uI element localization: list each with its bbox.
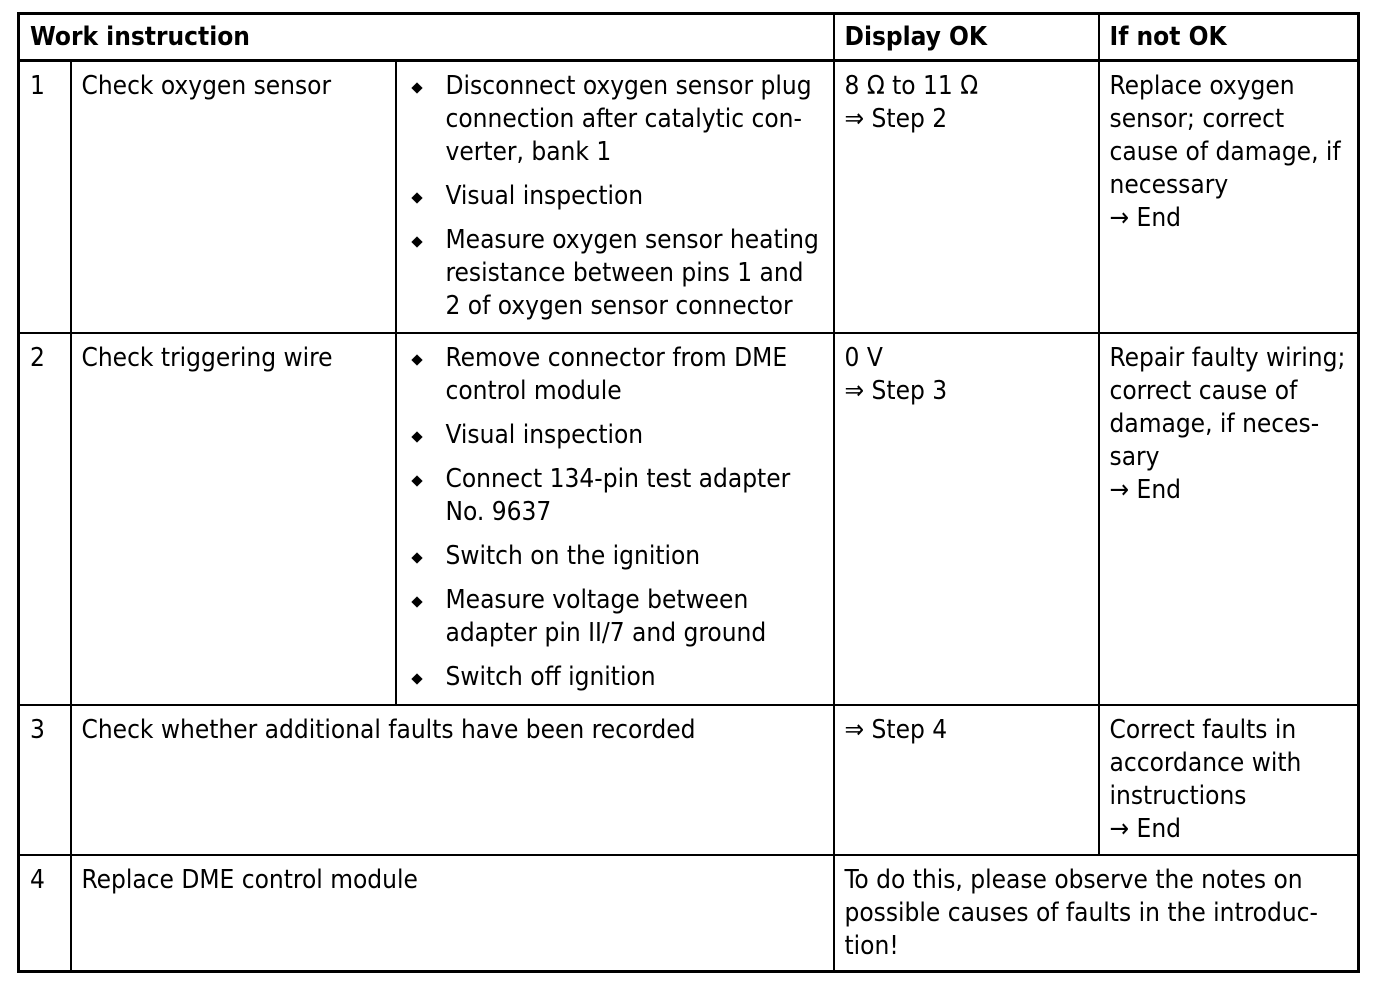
step-title: Replace DME control module [71, 855, 834, 972]
if-not-ok-next: → End [1109, 474, 1182, 505]
display-ok-value: 8 Ω to 11 Ω [844, 71, 979, 101]
work-instruction-table [17, 12, 1360, 973]
bullet-diamond-icon [411, 192, 422, 203]
if-not-ok-text: Correct faults in accordance with instructions [1109, 714, 1302, 811]
if-not-ok-text: Replace oxygen sensor; correct cause of damage, if necessary [1109, 71, 1341, 200]
action-item: Visual inspection [409, 419, 825, 452]
table-row [19, 705, 1359, 855]
bullet-diamond-icon [411, 236, 422, 247]
step-number: 2 [19, 333, 71, 705]
display-ok-next: ⇒ Step 2 [844, 104, 948, 134]
action-item: Switch off ignition [409, 661, 825, 694]
table-row [19, 61, 1359, 333]
if-not-ok-next: → End [1109, 813, 1182, 844]
bullet-diamond-icon [411, 596, 422, 607]
display-ok-cell [834, 61, 1099, 333]
bullet-diamond-icon [411, 82, 422, 93]
action-item: Connect 134-pin test adapter No. 9637 [409, 463, 825, 529]
bullet-diamond-icon [411, 475, 422, 486]
table-row [19, 333, 1359, 705]
step-number: 4 [19, 855, 71, 972]
if-not-ok-cell [1099, 61, 1359, 333]
display-ok-cell [834, 705, 1099, 855]
step-title: Check oxygen sensor [71, 61, 396, 333]
step-actions [396, 333, 834, 705]
bullet-diamond-icon [411, 552, 422, 563]
action-item: Measure voltage between adapter pin II/7 and ground [409, 584, 825, 650]
step-title: Check triggering wire [71, 333, 396, 705]
table-row [19, 855, 1359, 972]
display-ok-next: ⇒ Step 4 [844, 714, 948, 745]
step-number: 1 [19, 61, 71, 333]
display-ok-value: 0 V [844, 342, 883, 373]
bullet-diamond-icon [411, 354, 422, 365]
table-header-row [19, 14, 1359, 61]
if-not-ok-next: → End [1109, 203, 1182, 233]
header-display-ok: Display OK [834, 14, 1099, 61]
action-item: Remove connector from DME control module [409, 342, 825, 408]
header-work-instruction: Work instruction [19, 14, 834, 61]
bullet-diamond-icon [411, 673, 422, 684]
action-item: Measure oxygen sensor heating resistance between pins 1 and 2 of oxygen sensor connector [409, 224, 825, 323]
if-not-ok-cell [1099, 705, 1359, 855]
display-ok-next: ⇒ Step 3 [844, 375, 948, 406]
step-number: 3 [19, 705, 71, 855]
header-if-not-ok: If not OK [1099, 14, 1359, 61]
display-ok-cell [834, 333, 1099, 705]
if-not-ok-text: Repair faulty wiring; correct cause of damage, if neces-sary [1109, 342, 1346, 472]
step-actions [396, 61, 834, 333]
action-item: Visual inspection [409, 180, 825, 213]
step-title: Check whether additional faults have been recorded [71, 705, 834, 855]
action-item: Switch on the ignition [409, 540, 825, 573]
bullet-diamond-icon [411, 431, 422, 442]
note-cell: To do this, please observe the notes on possible causes of faults in the introduc-tion! [834, 855, 1359, 972]
if-not-ok-cell [1099, 333, 1359, 705]
action-item: Disconnect oxygen sensor plug connection after catalytic con-verter, bank 1 [409, 70, 825, 169]
